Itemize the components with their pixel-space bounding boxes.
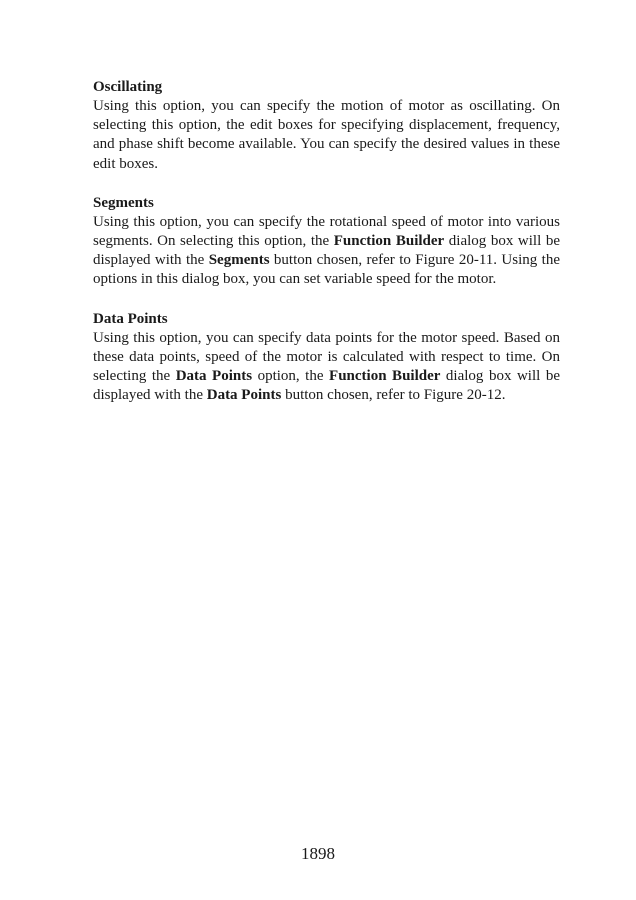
- paragraph-text: button chosen, refer to Figure 20-12.: [281, 387, 506, 404]
- section-heading: Segments: [93, 194, 154, 211]
- section-paragraph: [93, 329, 560, 406]
- section-segments: [93, 194, 560, 290]
- paragraph-text: Using this option, you can specify the motion of motor as oscillating. On selecting this option, the edit boxes for specifying displacement, frequency, and phase shift become available. You can specify the desired values in these edit boxes.: [93, 98, 560, 172]
- paragraph-text: dialog box will be displayed with the: [93, 368, 560, 404]
- paragraph-text: Using this option, you can specify the rotational speed of motor into various segments. On selecting this option, the: [93, 213, 560, 250]
- paragraph-text: option, the: [252, 368, 330, 385]
- section-heading: Oscillating: [93, 79, 163, 95]
- bold-term: Function Builder: [329, 368, 441, 385]
- section-oscillating: [93, 78, 560, 174]
- paragraph-text: Using this option, you can specify data points for the motor speed. Based on these data points, speed of the motor is calculated with respect to time. On selecting the: [93, 329, 560, 385]
- paragraph-text: dialog box will be displayed with the: [93, 233, 560, 269]
- bold-term: Data Points: [175, 368, 253, 385]
- section-paragraph: [93, 97, 560, 174]
- section-heading: Data Points: [93, 310, 168, 327]
- bold-term: Data Points: [206, 387, 282, 404]
- section-paragraph: [93, 213, 560, 290]
- paragraph-text: button chosen, refer to Figure 20-11. Using the options in this dialog box, you can set variable speed for the motor.: [93, 252, 560, 288]
- page-number: 1898: [301, 844, 335, 863]
- bold-term: Function Builder: [333, 233, 445, 250]
- section-data-points: [93, 310, 560, 406]
- page-content: [93, 78, 560, 425]
- bold-term: Segments: [208, 252, 270, 269]
